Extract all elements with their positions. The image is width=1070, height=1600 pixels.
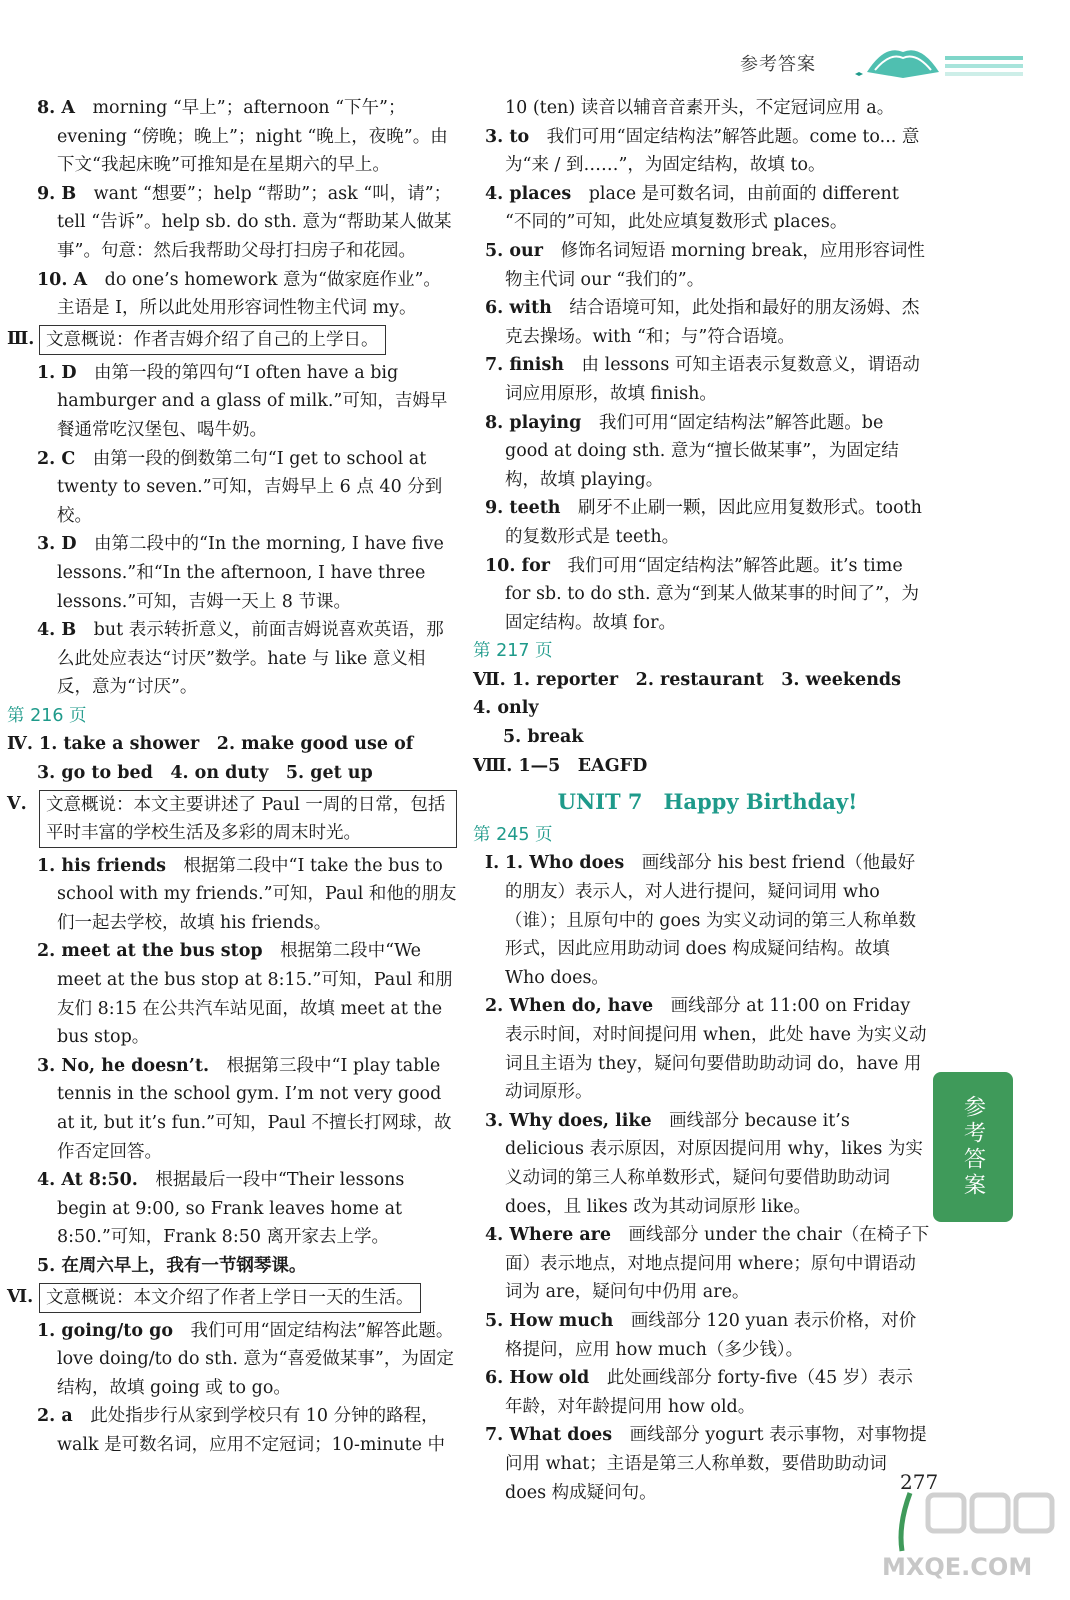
page-header (700, 42, 1030, 87)
answer-key: 8. playing (485, 412, 582, 433)
section-number: Ⅷ. (473, 755, 513, 776)
section-7-answers (473, 666, 930, 723)
answer-item (37, 1252, 457, 1281)
answer-item (37, 1317, 457, 1403)
page-ref-216: 第 216 页 (7, 705, 87, 726)
answer-key: 4. Where are (485, 1225, 612, 1246)
answer-explanation: 修饰名词短语 morning break，应用形容词性物主代词 our “我们的”。 (505, 240, 925, 290)
section-number: Ⅰ. (485, 853, 500, 874)
answer-key: 2. When do, have (485, 996, 654, 1017)
answer-item (37, 1402, 457, 1459)
answer-explanation: 我们可用“固定结构法”解答此题。come to... 意为“来 / 到……”，为固定结构，故填 to。 (505, 126, 920, 176)
answer-item (485, 351, 930, 408)
section-number: Ⅲ. (7, 328, 35, 349)
answer-item (485, 237, 930, 294)
section-6-header (7, 1283, 457, 1313)
answer-item (485, 123, 930, 180)
answer-key: 1. D (37, 362, 77, 383)
answer-item (37, 359, 457, 445)
answer-item (37, 1052, 457, 1166)
answer-explanation: 结合语境可知，此处指和最好的朋友汤姆、杰克去操场。with “和；与”符合语境。 (505, 298, 920, 347)
answer-key: 9. B (37, 183, 77, 204)
answer-item (37, 1166, 457, 1252)
answer-key: 1. going/to go (37, 1320, 174, 1341)
answer-key: 8. A (37, 98, 75, 118)
answer-explanation: 由第一段的倒数第二句“I get to school at twenty to seven.”可知，吉姆早上 6 点 40 分到校。 (57, 448, 443, 526)
answer-key: 5. How much (485, 1310, 614, 1331)
answer-explanation: 我们可用“固定结构法”解答此题。be good at doing sth. 意为“擅长做某事”，为固定结构，故填 playing。 (505, 412, 899, 490)
answer-line-1: 1. reporter 2. restaurant 3. weekends 4. only (473, 669, 919, 719)
answer-item (485, 1221, 930, 1307)
answer-item (485, 552, 930, 638)
answer-key: 3. No, he doesn’t. (37, 1055, 210, 1076)
answer-line-2: 3. go to bed 4. on duty 5. get up (37, 763, 373, 784)
answer-explanation: 由第二段中的“In the morning, I have five lessons.”和“In the afternoon, I have three lessons.”可知，吉姆一天上 8 节课。 (57, 534, 444, 612)
answer-item (37, 616, 457, 702)
side-tab (933, 1072, 1013, 1222)
watermark (870, 1485, 1060, 1590)
answer-explanation: 根据最后一段中“Their lessons begin at 9:00, so Frank leaves home at 8:50.”可知，Frank 8:50 离开家去上学。 (57, 1170, 405, 1248)
answer-explanation: 画线部分 at 11:00 on Friday 表示时间，对时间提问用 when，此处 have 为实义动词且主语为 they，疑问句要借助助动词 do，have 用动词原形。 (505, 996, 927, 1103)
answer-item (485, 294, 930, 351)
answer-key: 10. for (485, 555, 550, 576)
answer-key: 3. D (37, 534, 77, 555)
answer-key: 2. C (37, 448, 76, 469)
header-title: 参考答案 (740, 54, 816, 75)
answer-line-2: 5. break (503, 727, 584, 748)
answer-key: 3. to (485, 126, 530, 147)
answer-key: 3. Why does, like (485, 1110, 652, 1131)
answer-explanation: 此处画线部分 forty-five（45 岁）表示年龄，对年龄提问用 how old。 (505, 1368, 913, 1417)
left-column (7, 94, 457, 1460)
answer-item (485, 180, 930, 237)
side-tab-label: 参考答案 (960, 1095, 986, 1199)
answer-item (37, 530, 457, 616)
answer-key: 4. At 8:50. (37, 1170, 138, 1191)
section-5-header (7, 790, 457, 848)
section-number: Ⅶ. (473, 669, 506, 690)
answer-explanation: place 是可数名词，由前面的 different “不同的”可知，此处应填复数形式 places。 (505, 183, 899, 233)
section-8-answers (473, 752, 930, 781)
answer-item (37, 445, 457, 531)
continued-text: 10 (ten) 读音以辅音音素开头，不定冠词应用 a。 (505, 98, 895, 118)
page-ref-217: 第 217 页 (473, 641, 553, 662)
answer-explanation: 画线部分 yogurt 表示事物，对事物提问用 what；主语是第三人称单数，要借助助动词 does 构成疑问句。 (505, 1425, 927, 1503)
unit-title: UNIT 7 Happy Birthday! (557, 789, 858, 815)
summary-box: 文意概说：本文主要讲述了 Paul 一周的日常，包括平时丰富的学校生活及多彩的周末时光。 (39, 790, 457, 848)
answer-key: 5. 在周六早上，我有一节钢琴课。 (37, 1255, 307, 1276)
answer-explanation: 根据第三段中“I play table tennis in the school gym. I’m not very good at it, but it’s fun.”可知，Paul 不擅长打网球，故作否定回答。 (57, 1055, 452, 1162)
answer-explanation: 由 lessons 可知主语表示复数意义，谓语动词应用原形，故填 finish。 (505, 355, 920, 404)
answer-item (485, 1107, 930, 1221)
answer-key: 9. teeth (485, 498, 561, 519)
answer-explanation: 画线部分 under the chair（在椅子下面）表示地点，对地点提问用 where；原句中谓语动词为 are，疑问句中仍用 are。 (505, 1225, 930, 1303)
answer-item (485, 1307, 930, 1364)
answer-item (37, 180, 457, 266)
answer-explanation: do one’s homework 意为“做家庭作业”。主语是 I，所以此处用形容词性物主代词 my。 (57, 269, 441, 319)
answer-item (37, 852, 457, 938)
answer-explanation: 根据第二段中“We meet at the bus stop at 8:15.”可知，Paul 和朋友们 8:15 在公共汽车站见面，故填 meet at the bus stop。 (57, 941, 453, 1048)
section-3-header (7, 325, 457, 355)
answer-explanation: 由第一段的第四句“I often have a big hamburger and a glass of milk.”可知，吉姆早餐通常吃汉堡包、喝牛奶。 (57, 362, 448, 440)
answer-line: 1—5 EAGFD (518, 755, 648, 776)
answer-explanation: 此处指步行从家到学校只有 10 分钟的路程，walk 是可数名词，应用不定冠词；10-minute 中 (57, 1406, 446, 1455)
answer-key: 2. meet at the bus stop (37, 941, 263, 962)
answer-item (485, 1421, 930, 1507)
answer-key: 4. places (485, 183, 572, 204)
answer-explanation: 刷牙不止刷一颗，因此应用复数形式。tooth 的复数形式是 teeth。 (505, 498, 922, 547)
answer-explanation: morning “早上”；afternoon “下午”；evening “傍晚；晚上”；night “晚上，夜晚”。由下文“我起床晚”可推知是在星期六的早上。 (57, 98, 448, 176)
answer-item (37, 937, 457, 1051)
answer-key: 4. B (37, 620, 77, 641)
section-4-answers (7, 730, 457, 759)
book-logo-icon (855, 42, 1025, 84)
answer-explanation: 画线部分 because it’s delicious 表示原因，对原因提问用 why，likes 为实义动词的第三人称单数形式，疑问句要借助助动词 does，且 likes 改为其动词原形 like。 (505, 1110, 923, 1217)
right-column (473, 94, 930, 1507)
answer-item (485, 494, 930, 551)
answer-line-1: 1. take a shower 2. make good use of (39, 734, 414, 755)
answer-key: 6. How old (485, 1368, 590, 1389)
answer-key: 10. A (37, 269, 88, 290)
page-number: 277 (900, 1470, 939, 1494)
answer-item (485, 992, 930, 1106)
answer-explanation: 我们可用“固定结构法”解答此题。it’s time for sb. to do sth. 意为“到某人做某事的时间了”，为固定结构。故填 for。 (505, 555, 919, 633)
answer-key: 5. our (485, 240, 543, 261)
answer-item (37, 266, 457, 323)
page-ref-245: 第 245 页 (473, 824, 553, 845)
answer-explanation: 我们可用“固定结构法”解答此题。love doing/to do sth. 意为“喜爱做某事”，为固定结构，故填 going 或 to go。 (57, 1320, 454, 1398)
answer-key: 6. with (485, 298, 552, 319)
section-number: Ⅳ. (7, 734, 33, 755)
answer-key: 1. his friends (37, 855, 167, 876)
watermark-logo-icon (870, 1485, 1060, 1555)
answer-item (485, 409, 930, 495)
answer-explanation: 画线部分 120 yuan 表示价格，对价格提问，应用 how much（多少钱）。 (505, 1310, 917, 1360)
answer-explanation: 画线部分 his best friend（他最好的朋友）表示人，对人进行提问，疑问词用 who（谁）；且原句中的 goes 为实义动词的第三人称单数形式，因此应用助动词 does 构成疑问结构。故填 Who does。 (505, 853, 916, 988)
answer-key: 7. finish (485, 355, 565, 376)
answer-item (37, 94, 457, 180)
answer-item (485, 849, 930, 992)
summary-box: 文意概说：作者吉姆介绍了自己的上学日。 (39, 325, 386, 355)
watermark-text: MXQE.COM (882, 1553, 1033, 1581)
answer-explanation: want “想要”；help “帮助”；ask “叫，请”；tell “告诉”。help sb. do sth. 意为“帮助某人做某事”。句意：然后我帮助父母打扫房子和花园。 (57, 183, 452, 261)
answer-explanation: but 表示转折意义，前面吉姆说喜欢英语，那么此处应表达“讨厌”数学。hate 与 like 意义相反，意为“讨厌”。 (57, 620, 444, 698)
answer-key: 2. a (37, 1406, 73, 1427)
answer-key: 7. What does (485, 1425, 613, 1446)
summary-box: 文意概说：本文介绍了作者上学日一天的生活。 (39, 1283, 421, 1313)
answer-explanation: 根据第二段中“I take the bus to school with my friends.”可知，Paul 和他的朋友们一起去学校，故填 his friends。 (57, 855, 457, 933)
section-number: Ⅴ. (7, 793, 27, 814)
answer-key: 1. Who does (504, 853, 625, 874)
answer-item (485, 1364, 930, 1421)
section-number: Ⅵ. (7, 1286, 34, 1307)
